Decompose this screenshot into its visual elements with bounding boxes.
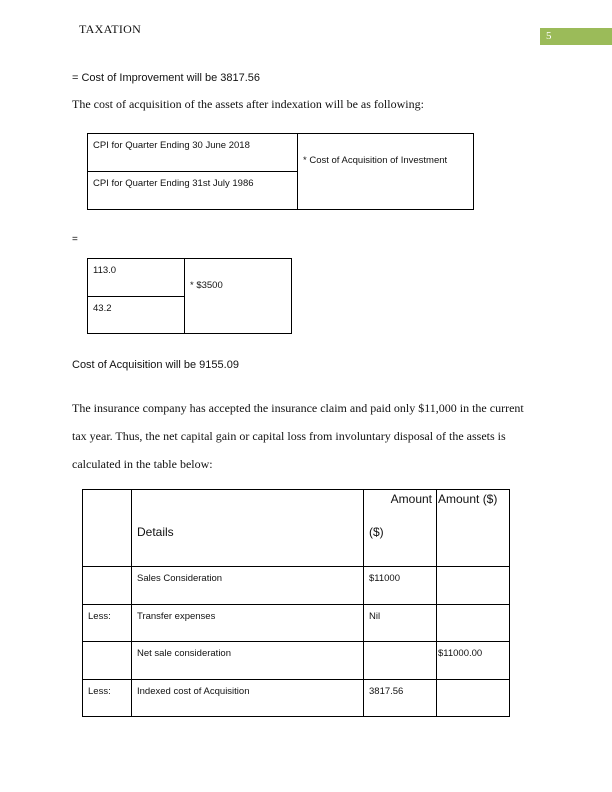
table-row xyxy=(83,567,510,605)
row-detail: Net sale consideration xyxy=(137,648,231,659)
formula-denominator-cell xyxy=(88,172,298,210)
row-amount1-cell xyxy=(364,567,437,605)
numeric-numerator: 113.0 xyxy=(93,265,117,276)
cost-of-improvement-text: = Cost of Improvement will be 3817.56 xyxy=(72,72,261,84)
numeric-formula-table xyxy=(87,258,292,334)
row-amount2-cell xyxy=(437,642,510,680)
page-number: 5 xyxy=(540,28,612,45)
numeric-denominator-cell xyxy=(88,297,185,334)
header-details-cell xyxy=(132,490,364,567)
row-label-cell xyxy=(83,567,132,605)
row-label: Less: xyxy=(88,611,111,622)
indexation-intro-text: The cost of acquisition of the assets after indexation will be as following: xyxy=(72,97,424,111)
table-header-row xyxy=(83,490,510,567)
row-detail-cell xyxy=(132,567,364,605)
header-amount1-cell xyxy=(364,490,437,567)
row-amount1-cell xyxy=(364,605,437,642)
row-detail-cell xyxy=(132,605,364,642)
formula-multiplier-cell xyxy=(298,134,474,210)
header-amount1-bottom: ($) xyxy=(369,525,384,539)
header-details: Details xyxy=(137,525,174,539)
insurance-paragraph xyxy=(72,394,540,478)
formula-multiplier: * Cost of Acquisition of Investment xyxy=(303,155,448,166)
numeric-numerator-cell xyxy=(88,259,185,297)
header-amount1-top: Amount xyxy=(390,492,432,506)
table-row xyxy=(83,680,510,717)
row-amount1: $11000 xyxy=(369,573,400,584)
formula-numerator: CPI for Quarter Ending 30 June 2018 xyxy=(93,140,250,151)
insurance-paragraph-line-1: The insurance company has accepted the insurance claim and paid only $11,000 in the current xyxy=(72,401,524,415)
row-amount1: Nil xyxy=(369,611,381,622)
row-amount1-cell xyxy=(364,680,437,717)
equals-sign: = xyxy=(72,234,78,245)
insurance-paragraph-line-3: calculated in the table below: xyxy=(72,457,213,471)
numeric-multiplier-cell xyxy=(185,259,292,334)
numeric-multiplier: * $3500 xyxy=(190,279,223,291)
row-amount2-cell xyxy=(437,605,510,642)
formula-numerator-cell xyxy=(88,134,298,172)
row-label-cell xyxy=(83,642,132,680)
header-amount2-cell xyxy=(437,490,510,567)
header-label-cell xyxy=(83,490,132,567)
header-amount2: Amount ($) xyxy=(438,492,498,506)
row-label-cell xyxy=(83,605,132,642)
row-detail: Sales Consideration xyxy=(137,573,223,584)
numeric-denominator: 43.2 xyxy=(93,303,112,314)
row-amount1-cell xyxy=(364,642,437,680)
row-amount2: $11000.00 xyxy=(438,648,483,659)
formula-denominator: CPI for Quarter Ending 31st July 1986 xyxy=(93,178,254,189)
cost-of-acquisition-text: Cost of Acquisition will be 9155.09 xyxy=(72,359,239,371)
row-amount2-cell xyxy=(437,680,510,717)
table-row xyxy=(83,642,510,680)
row-amount1: 3817.56 xyxy=(369,686,404,697)
capital-gain-table xyxy=(82,489,510,717)
row-label: Less: xyxy=(88,686,111,697)
cpi-formula-table xyxy=(87,133,474,210)
row-detail-cell xyxy=(132,642,364,680)
header-title: TAXATION xyxy=(79,22,142,36)
row-amount2-cell xyxy=(437,567,510,605)
row-label-cell xyxy=(83,680,132,717)
insurance-paragraph-line-2: tax year. Thus, the net capital gain or capital loss from involuntary disposal of the assets is xyxy=(72,429,506,443)
row-detail: Transfer expenses xyxy=(137,611,216,622)
row-detail-cell xyxy=(132,680,364,717)
table-row xyxy=(83,605,510,642)
row-detail: Indexed cost of Acquisition xyxy=(137,686,250,697)
